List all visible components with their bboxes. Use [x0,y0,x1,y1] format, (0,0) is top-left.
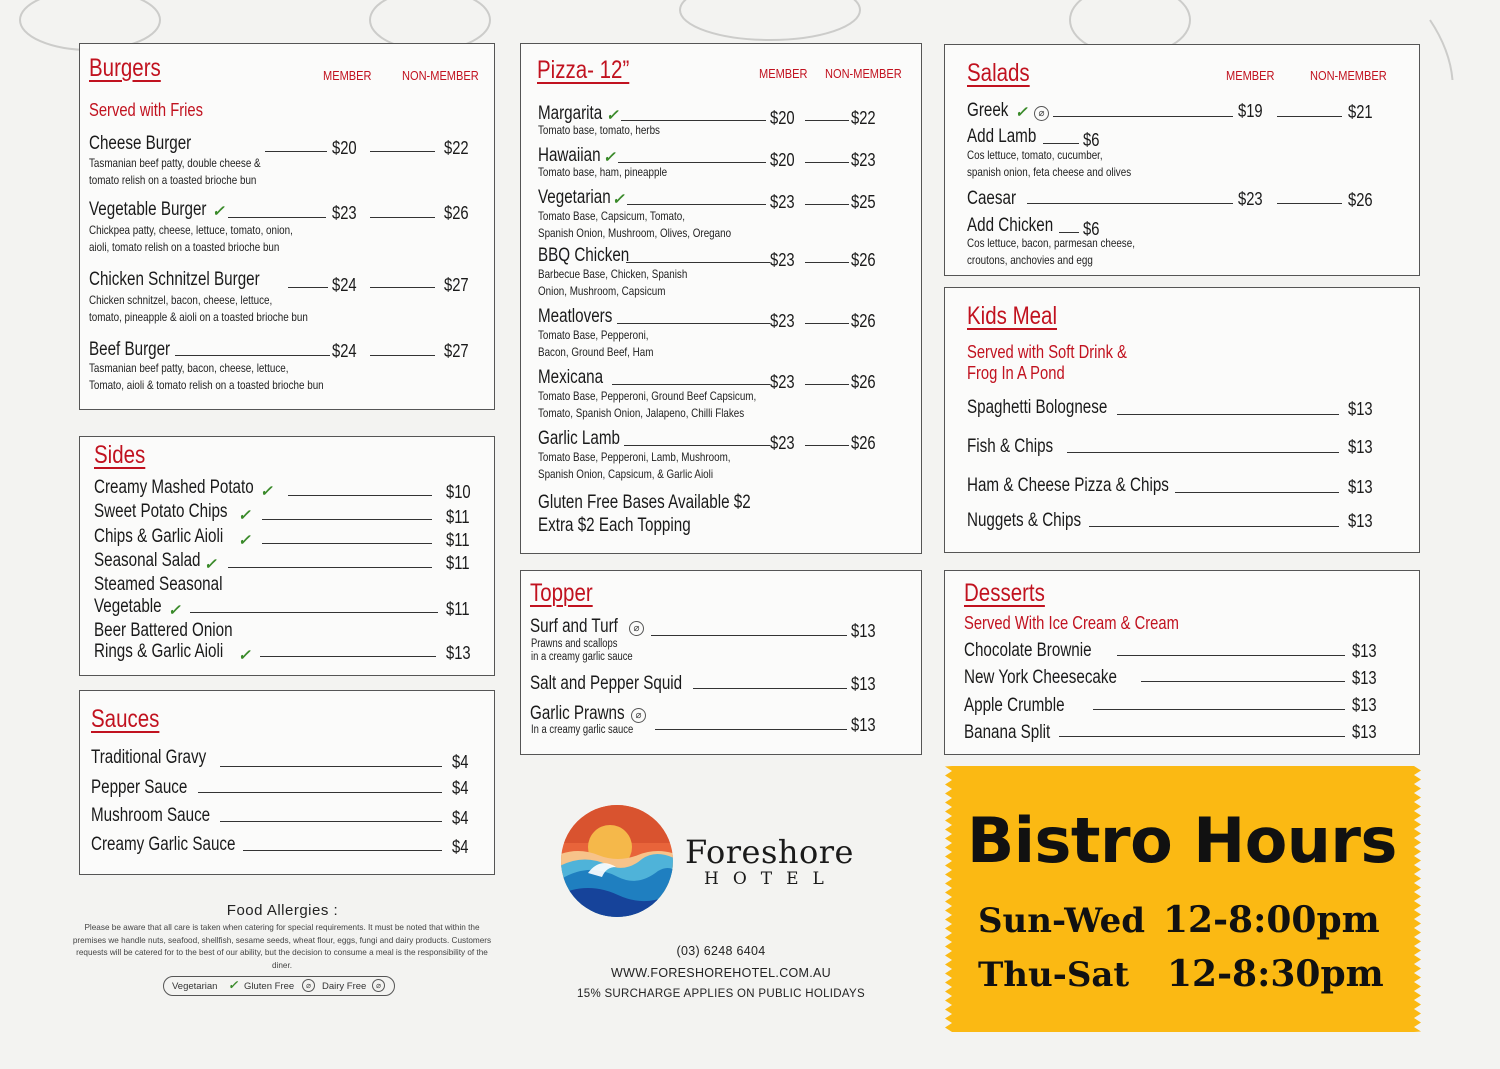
member-price: $23 [1238,189,1263,209]
sauce-price: $4 [452,752,469,772]
desserts-panel [944,570,1420,755]
add-on-name: Add Lamb [967,126,1037,147]
nonmember-price: $21 [1348,102,1373,122]
menu-item-name: Pepper Sauce [91,777,188,798]
vegetarian-icon: ✓ [168,602,181,619]
dessert-price: $13 [1352,695,1377,715]
topper-price: $13 [851,674,876,694]
sauce-price: $4 [452,808,469,828]
menu-item-name: Spaghetti Bolognese [967,397,1108,418]
menu-item-desc: Tomato Base, Pepperoni, Lamb, Mushroom, Spanish Onion, Capsicum, & Garlic Aioli [538,450,731,481]
phone-number: (03) 6248 6404 [676,944,766,958]
menu-item-name: Seasonal Salad [94,550,201,571]
menu-item-name: New York Cheesecake [964,667,1117,688]
brand-sub: HOTEL [704,869,838,889]
menu-item-desc: Tasmanian beef patty, bacon, cheese, lettuce, Tomato, aioli & tomato relish on a toasted brioche bun [89,361,324,392]
menu-item-desc: Tomato Base, Pepperoni, Bacon, Ground Beef, Ham [538,328,654,359]
dessert-price: $13 [1352,641,1377,661]
kids-subtitle-line2: Frog In A Pond [967,363,1065,383]
salads-panel [944,44,1420,276]
burgers-subtitle: Served with Fries [89,100,204,120]
menu-item-name: Sweet Potato Chips [94,501,228,522]
surcharge-note: 15% SURCHARGE APPLIES ON PUBLIC HOLIDAYS [577,988,865,1000]
menu-item-desc: Tomato Base, Pepperoni, Ground Beef Capsicum, Tomato, Spanish Onion, Jalapeno, Chilli Flakes [538,389,757,420]
menu-item-desc: Barbecue Base, Chicken, Spanish Onion, Mushroom, Capsicum [538,267,688,298]
member-price: $23 [770,311,795,331]
menu-item-desc: Cos lettuce, tomato, cucumber, spanish onion, feta cheese and olives [967,148,1132,179]
desserts-subtitle: Served With Ice Cream & Cream [964,613,1179,633]
kids-title: Kids Meal [967,302,1058,330]
nonmember-price: $26 [1348,190,1373,210]
kids-price: $13 [1348,437,1373,457]
topper-price: $13 [851,621,876,641]
sauces-title: Sauces [91,705,160,733]
menu-item-name: Apple Crumble [964,695,1065,716]
bistro-days-2: Thu-Sat [978,955,1130,995]
topper-title: Topper [530,579,593,607]
menu-item-name: BBQ Chicken [538,245,630,266]
menu-item-desc: Prawns and scallops in a creamy garlic sauce [531,638,633,663]
vegetarian-icon: ✓ [612,191,625,208]
menu-item-name: Margarita [538,103,603,124]
topper-panel [520,570,922,755]
dietary-legend [163,976,395,996]
vegetarian-icon: ✓ [238,532,251,549]
member-price: $20 [770,108,795,128]
pizza-note-gluten-free: Gluten Free Bases Available $2 [538,492,751,513]
kids-subtitle-line1: Served with Soft Drink & [967,342,1127,362]
brand-name: Foreshore [685,833,854,871]
member-price: $23 [770,433,795,453]
sauces-panel [79,690,495,875]
add-on-price: $6 [1083,130,1100,150]
member-price: $24 [332,275,357,295]
menu-item-name: Nuggets & Chips [967,510,1082,531]
menu-item-name: Banana Split [964,722,1051,743]
nonmember-price: $26 [444,203,469,223]
gluten-free-icon: ⌀ [1034,106,1049,121]
nonmember-price: $26 [851,311,876,331]
member-price: $19 [1238,101,1263,121]
member-price: $23 [332,203,357,223]
foreshore-logo-icon [558,803,676,919]
bistro-time-2: 12-8:30pm [1167,953,1384,995]
legend-gluten-free: Gluten Free [244,981,295,992]
menu-item-name: Greek [967,100,1009,121]
salads-title: Salads [967,59,1030,87]
menu-item-name: Creamy Garlic Sauce [91,834,236,855]
allergies-title: Food Allergies : [226,902,339,919]
nonmember-price: $27 [444,341,469,361]
nonmember-price: $26 [851,372,876,392]
menu-item-desc: Cos lettuce, bacon, parmesan cheese, croutons, anchovies and egg [967,236,1135,267]
sauce-price: $4 [452,778,469,798]
vegetarian-icon: ✓ [606,107,619,124]
nonmember-price: $25 [851,192,876,212]
nonmember-price: $23 [851,150,876,170]
bistro-time-1: 12-8:00pm [1163,899,1380,941]
gluten-free-icon: ⌀ [302,979,315,992]
member-price: $20 [770,150,795,170]
menu-item-name: Garlic Prawns [530,703,625,724]
side-price: $11 [446,599,470,619]
desserts-title: Desserts [964,579,1045,607]
pizza-note-extra-topping: Extra $2 Each Topping [538,515,691,536]
gluten-free-icon: ⌀ [629,621,644,636]
sauce-price: $4 [452,837,469,857]
sides-title: Sides [94,441,146,469]
kids-panel [944,287,1420,553]
menu-item-name: Fish & Chips [967,436,1054,457]
member-price: $20 [332,138,357,158]
vegetarian-icon: ✓ [238,647,251,664]
burgers-nonmember-header: NON-MEMBER [402,68,479,83]
menu-item-name: Caesar [967,188,1016,209]
menu-item-name: Chicken Schnitzel Burger [89,269,260,290]
menu-item-name: Meatlovers [538,306,613,327]
menu-item-name: Salt and Pepper Squid [530,673,683,694]
legend-dairy-free: Dairy Free [322,981,367,992]
dairy-free-icon: ⌀ [372,979,385,992]
menu-item-name: Beer Battered Onion [94,620,233,641]
burgers-panel [79,43,495,410]
allergies-text: Please be aware that all care is taken when catering for special requirements. It must be noted that within the premises we handle nuts, seafood, shellfish, sesame seeds, wheat flour, eggs, fungi and dairy products. Customers requests will be catered for to the best of our ability, but the decision to consume a meal is the responsibility of the diner. [72,923,492,970]
member-price: $23 [770,250,795,270]
nonmember-price: $22 [851,108,876,128]
side-price: $10 [446,482,471,502]
nonmember-price: $27 [444,275,469,295]
burgers-title: Burgers [89,54,161,82]
menu-item-name: Chocolate Brownie [964,640,1092,661]
menu-item-name-cont: Vegetable [94,596,162,617]
menu-item-name-cont: Rings & Garlic Aioli [94,641,224,662]
menu-item-name: Surf and Turf [530,616,618,637]
burgers-member-header: MEMBER [323,68,372,83]
vegetarian-icon: ✓ [1015,104,1028,121]
kids-price: $13 [1348,511,1373,531]
menu-item-name: Ham & Cheese Pizza & Chips [967,475,1169,496]
pizza-member-header: MEMBER [759,66,808,81]
kids-price: $13 [1348,399,1373,419]
menu-item-desc: Tomato base, ham, pineapple [538,165,668,179]
menu-item-name: Vegetarian [538,187,611,208]
nonmember-price: $22 [444,138,469,158]
menu-item-desc: In a creamy garlic sauce [531,724,634,736]
member-price: $24 [332,341,357,361]
pizza-nonmember-header: NON-MEMBER [825,66,902,81]
menu-item-name: Cheese Burger [89,133,192,154]
menu-item-desc: Tasmanian beef patty, double cheese & tomato relish on a toasted brioche bun [89,156,261,187]
gluten-free-icon: ⌀ [631,708,646,723]
menu-item-desc: Chicken schnitzel, bacon, cheese, lettuce, tomato, pineapple & aioli on a toasted brioche bun [89,293,308,324]
side-price: $13 [446,643,471,663]
member-price: $23 [770,372,795,392]
menu-item-name: Chips & Garlic Aioli [94,526,224,547]
vegetarian-icon: ✓ [238,507,251,524]
menu-item-desc: Chickpea patty, cheese, lettuce, tomato, onion, aioli, tomato relish on a toasted brioche bun [89,223,293,254]
kids-price: $13 [1348,477,1373,497]
vegetarian-icon: ✓ [603,149,616,166]
side-price: $11 [446,530,470,550]
menu-item-name: Garlic Lamb [538,428,620,449]
dessert-price: $13 [1352,722,1377,742]
menu-item-name: Mexicana [538,367,604,388]
legend-vegetarian: Vegetarian [172,981,218,992]
website: WWW.FORESHOREHOTEL.COM.AU [611,966,831,980]
bistro-title: Bistro Hours [967,804,1397,877]
topper-price: $13 [851,715,876,735]
menu-item-name: Creamy Mashed Potato [94,477,254,498]
menu-item-name: Mushroom Sauce [91,805,211,826]
menu-item-name: Beef Burger [89,339,171,360]
salads-nonmember-header: NON-MEMBER [1310,68,1387,83]
pizza-panel [520,43,922,554]
side-price: $11 [446,507,470,527]
menu-item-name: Steamed Seasonal [94,574,223,595]
nonmember-price: $26 [851,433,876,453]
menu-item-name: Traditional Gravy [91,747,207,768]
dessert-price: $13 [1352,668,1377,688]
nonmember-price: $26 [851,250,876,270]
vegetarian-icon: ✓ [212,203,225,220]
bistro-days-1: Sun-Wed [978,901,1146,941]
add-on-name: Add Chicken [967,215,1054,236]
menu-item-desc: Tomato base, tomato, herbs [538,123,660,137]
menu-item-name: Hawaiian [538,145,601,166]
salads-member-header: MEMBER [1226,68,1275,83]
side-price: $11 [446,553,470,573]
add-on-price: $6 [1083,219,1100,239]
menu-item-name: Vegetable Burger [89,199,207,220]
member-price: $23 [770,192,795,212]
pizza-title: Pizza- 12” [537,56,630,84]
vegetarian-icon: ✓ [204,556,217,573]
menu-item-desc: Tomato Base, Capsicum, Tomato, Spanish Onion, Mushroom, Olives, Oregano [538,209,732,240]
sides-panel [79,436,495,676]
vegetarian-icon: ✓ [228,978,239,992]
vegetarian-icon: ✓ [260,483,273,500]
